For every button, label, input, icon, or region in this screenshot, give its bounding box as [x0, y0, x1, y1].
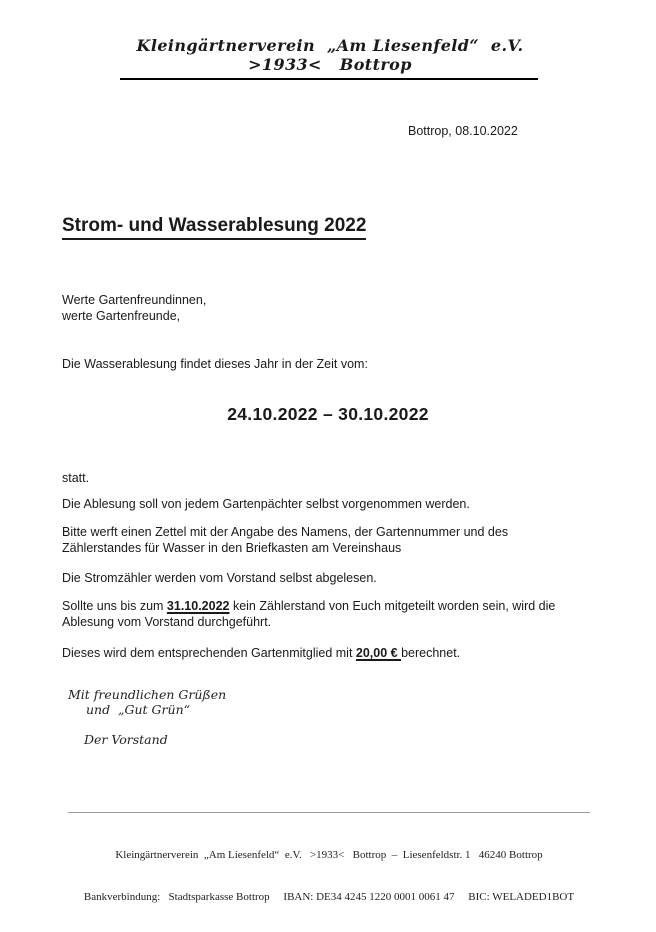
paragraph-electricity-meters: Die Stromzähler werden vom Vorstand selbst abgelesen.: [62, 571, 377, 585]
letterhead-rule: [120, 78, 538, 80]
salutation: [62, 293, 206, 324]
paragraph-fee: [62, 646, 460, 662]
closing-signature: Der Vorstand: [84, 732, 168, 747]
statt-line: statt.: [62, 471, 90, 485]
paragraph-mailbox-note: Bitte werft einen Zettel mit der Angabe des Namens, der Gartennummer und des Zählerstandes für Wasser in den Briefkasten am Vereinshaus: [62, 525, 509, 555]
footer-rule: [68, 812, 590, 813]
paragraph-deadline: [62, 599, 584, 630]
fee-amount: 20,00 €: [355, 646, 402, 660]
fee-text-after: berechnet.: [401, 646, 461, 660]
fee-text-before: Dieses wird dem entsprechenden Gartenmitglied mit: [62, 646, 356, 660]
deadline-date: 31.10.2022: [166, 599, 230, 613]
letterhead-club-name: Kleingärtnerverein „Am Liesenfeld“ e.V. >1933< Bottrop: [136, 36, 536, 74]
intro-paragraph: Die Wasserablesung findet dieses Jahr in der Zeit vom:: [62, 357, 368, 371]
salutation-line-1: Werte Gartenfreundinnen,: [62, 293, 207, 307]
footer: [40, 820, 618, 932]
deadline-text-after: kein Zählerstand von Euch mitgeteilt worden sein, wird die Ablesung vom Vorstand durchgeführt.: [62, 599, 556, 629]
deadline-text-before: Sollte uns bis zum: [62, 599, 167, 613]
paragraph-self-reading: Die Ablesung soll von jedem Gartenpächter selbst vorgenommen werden.: [62, 497, 470, 511]
salutation-line-2: werte Gartenfreunde,: [62, 308, 181, 323]
subject-title: Strom- und Wasserablesung 2022: [62, 215, 366, 240]
footer-address-line: Kleingärtnerverein „Am Liesenfeld“ e.V. >1933< Bottrop – Liesenfeldstr. 1 46240 Bottrop: [115, 849, 543, 861]
closing-motto: und „Gut Grün“: [86, 702, 191, 717]
date-line: Bottrop, 08.10.2022: [408, 124, 518, 138]
reading-period-date-range: 24.10.2022 – 30.10.2022: [227, 404, 429, 424]
closing-greeting: Mit freundlichen Grüßen: [68, 687, 227, 702]
footer-bank-line: Bankverbindung: Stadtsparkasse Bottrop IBAN: DE34 4245 1220 0001 0061 47 BIC: WELADED1BOT: [83, 891, 575, 903]
